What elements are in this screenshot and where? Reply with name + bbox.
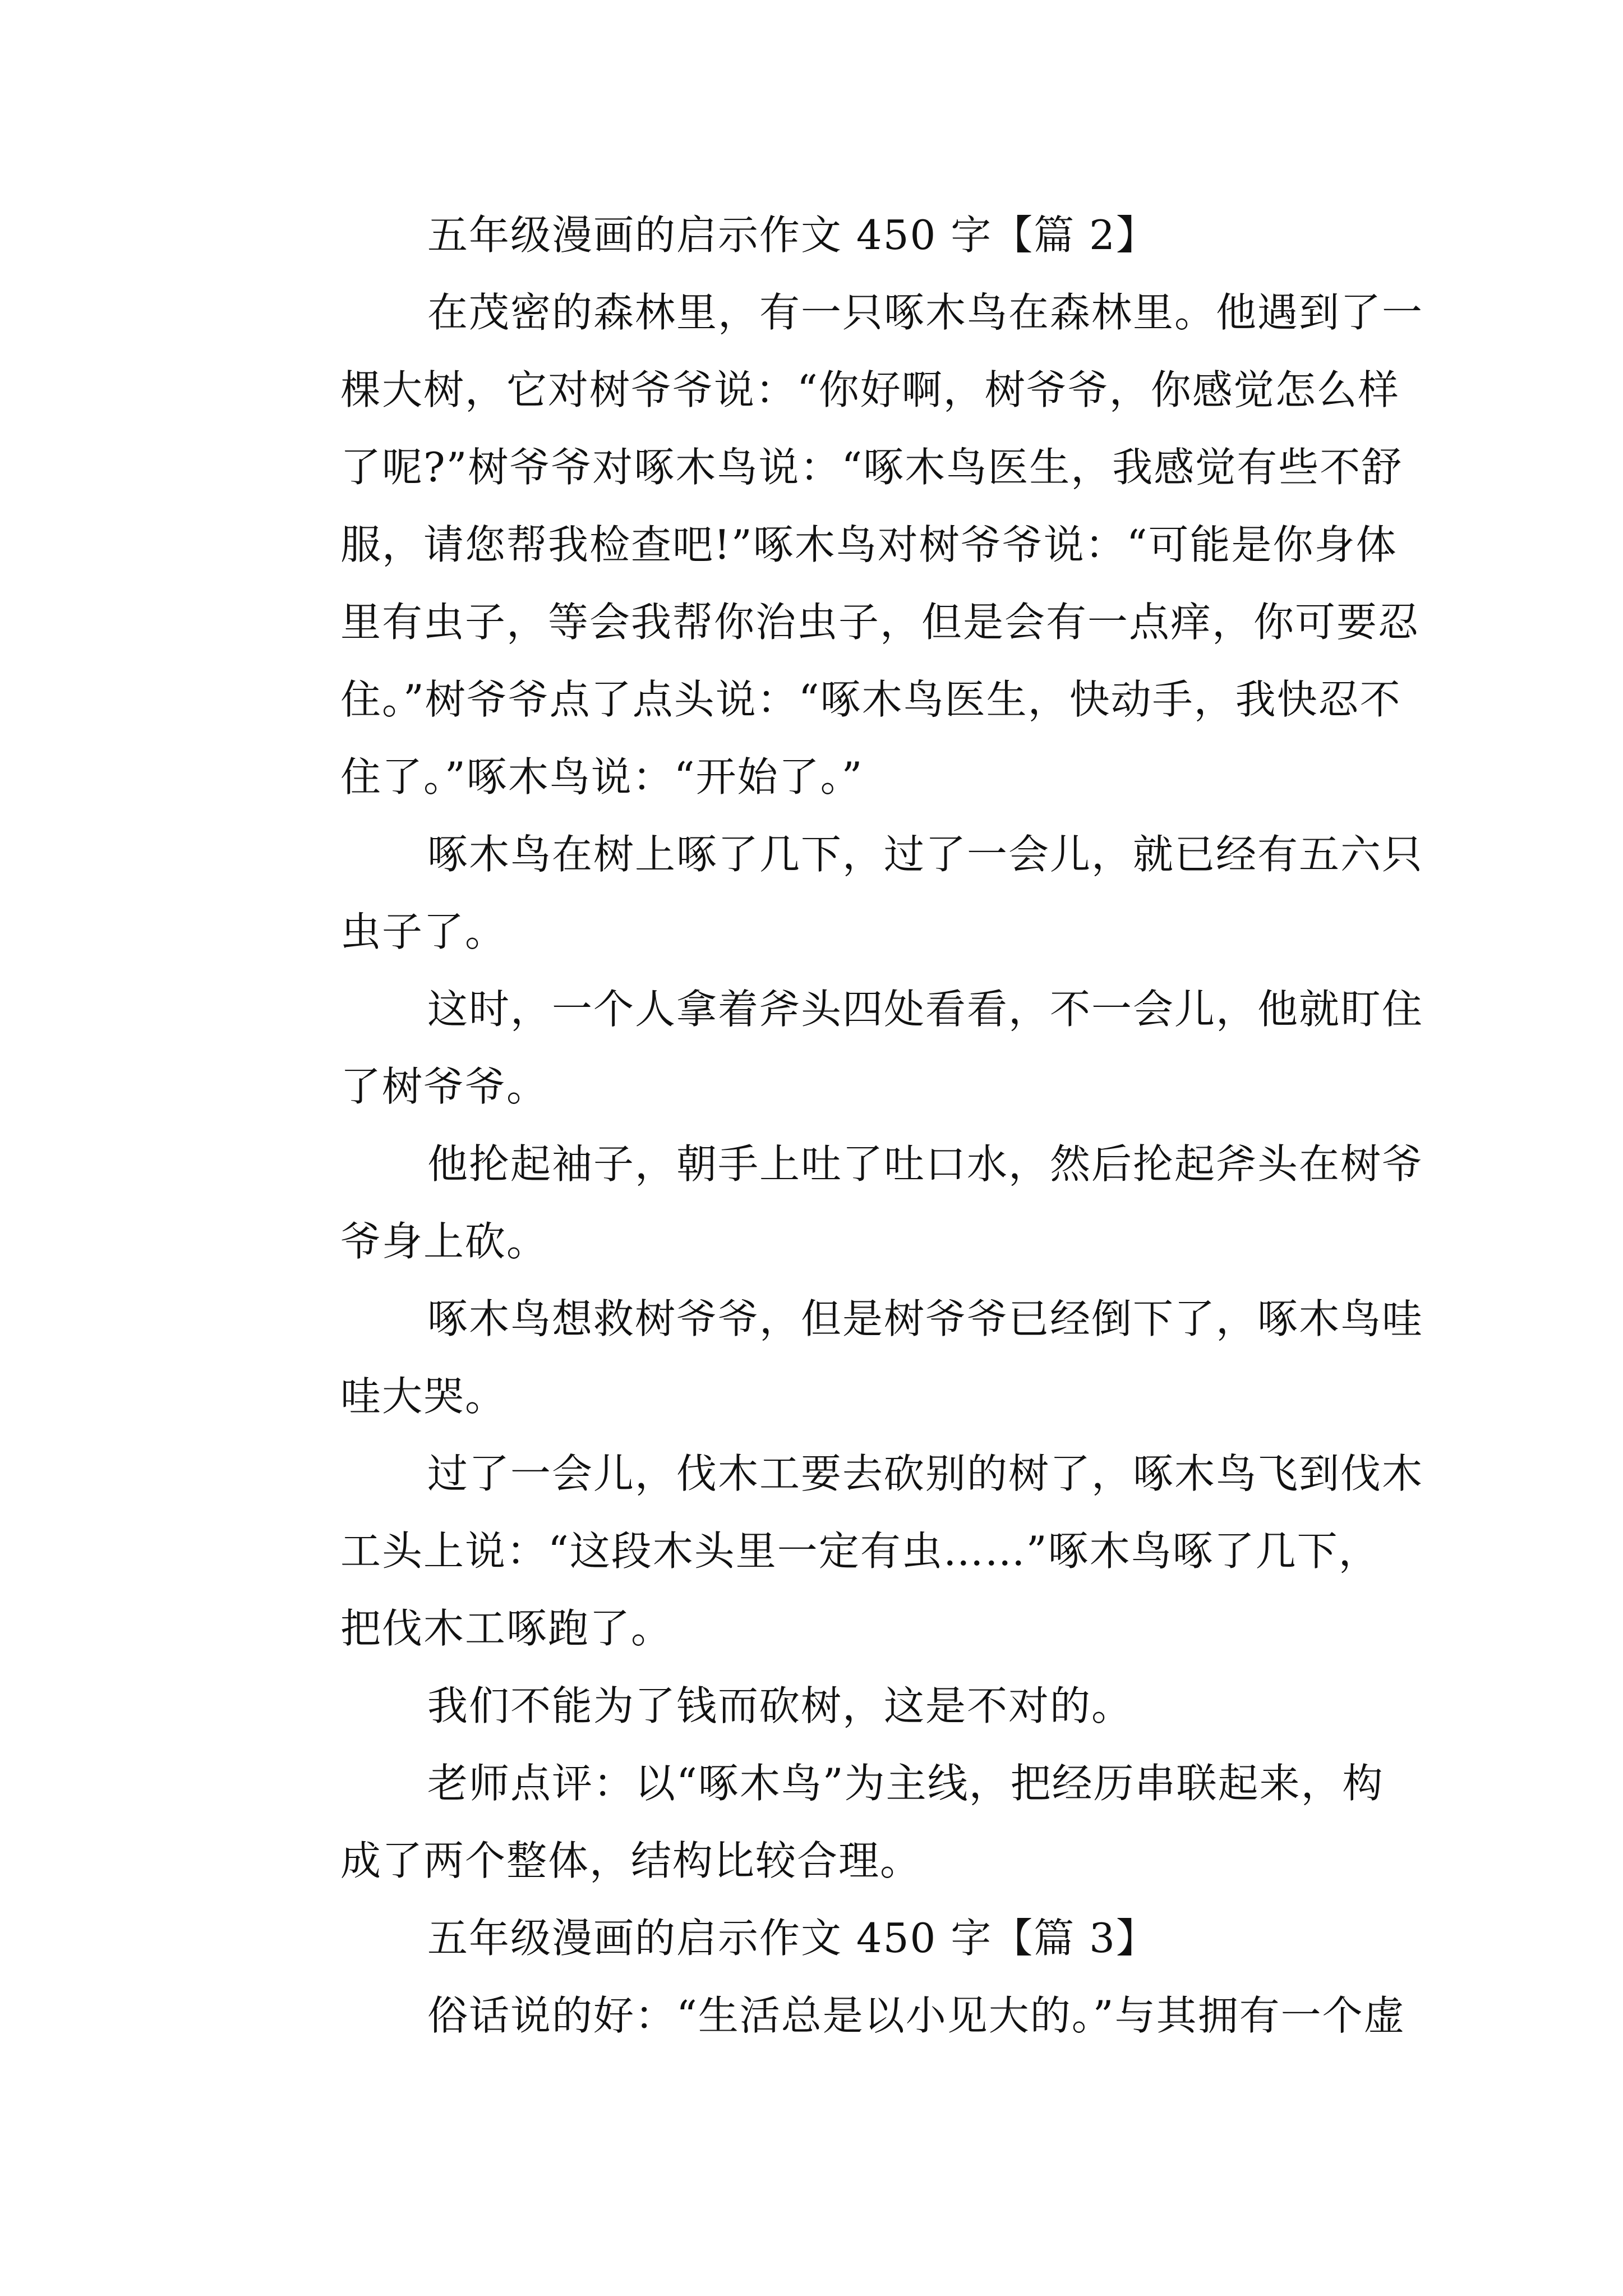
text-line: 在茂密的森林里，有一只啄木鸟在森林里。他遇到了一 [427,289,1424,336]
text-line: 啄木鸟在树上啄了几下，过了一会儿，就已经有五六只 [427,831,1424,878]
paragraph [253,1977,1405,2054]
text-line: 了呢?”树爷爷对啄木鸟说：“啄木鸟医生，我感觉有些不舒 [340,444,1403,491]
paragraph [253,1667,1381,1745]
text-line: 住。”树爷爷点了点头说：“啄木鸟医生，快动手，我快忍不 [340,676,1401,723]
paragraph [253,970,1424,1125]
text-line: 我们不能为了钱而砍树，这是不对的。 [427,1682,1133,1729]
text-line: 把伐木工啄跑了。 [340,1605,673,1652]
text-line: 住了。”啄木鸟说：“开始了。” [340,753,864,800]
text-line: 爷身上砍。 [340,1218,548,1265]
text-line: 哇大哭。 [340,1373,507,1420]
paragraph [253,816,1424,970]
heading-part-2 [253,196,1381,274]
text-line: 工头上说：“这段木头里一定有虫……”啄木鸟啄了几下， [340,1527,1380,1575]
text-line: 老师点评：以“啄木鸟”为主线，把经历串联起来，构 [427,1760,1384,1807]
paragraph [253,1280,1424,1435]
text-line: 了树爷爷。 [340,1063,548,1110]
text-line: 成了两个整体，结构比较合理。 [340,1837,922,1884]
paragraph [253,274,1424,816]
text-line: 五年级漫画的启示作文 450 字【篇 3】 [427,1915,1158,1962]
text-line: 服，请您帮我检查吧!”啄木鸟对树爷爷说：“可能是你身体 [340,521,1398,568]
text-line: 俗话说的好：“生活总是以小见大的。”与其拥有一个虚 [427,1992,1405,2039]
text-line: 里有虫子，等会我帮你治虫子，但是会有一点痒，你可要忍 [340,599,1420,646]
text-line: 五年级漫画的启示作文 450 字【篇 2】 [427,211,1158,259]
paragraph [253,1125,1424,1280]
text-line: 这时，一个人拿着斧头四处看看，不一会儿，他就盯住 [427,986,1424,1033]
text-line: 过了一会儿，伐木工要去砍别的树了，啄木鸟飞到伐木 [427,1450,1424,1497]
document-body [253,196,1424,2054]
text-line: 啄木鸟想救树爷爷，但是树爷爷已经倒下了，啄木鸟哇 [427,1295,1424,1342]
text-line: 棵大树，它对树爷爷说：“你好啊，树爷爷，你感觉怎么样 [340,366,1400,413]
paragraph [253,1435,1424,1667]
text-line: 他抡起袖子，朝手上吐了吐口水，然后抡起斧头在树爷 [427,1140,1424,1188]
teacher-comment [253,1745,1384,1899]
text-line: 虫子了。 [340,908,507,955]
heading-part-3 [253,1899,1381,1977]
